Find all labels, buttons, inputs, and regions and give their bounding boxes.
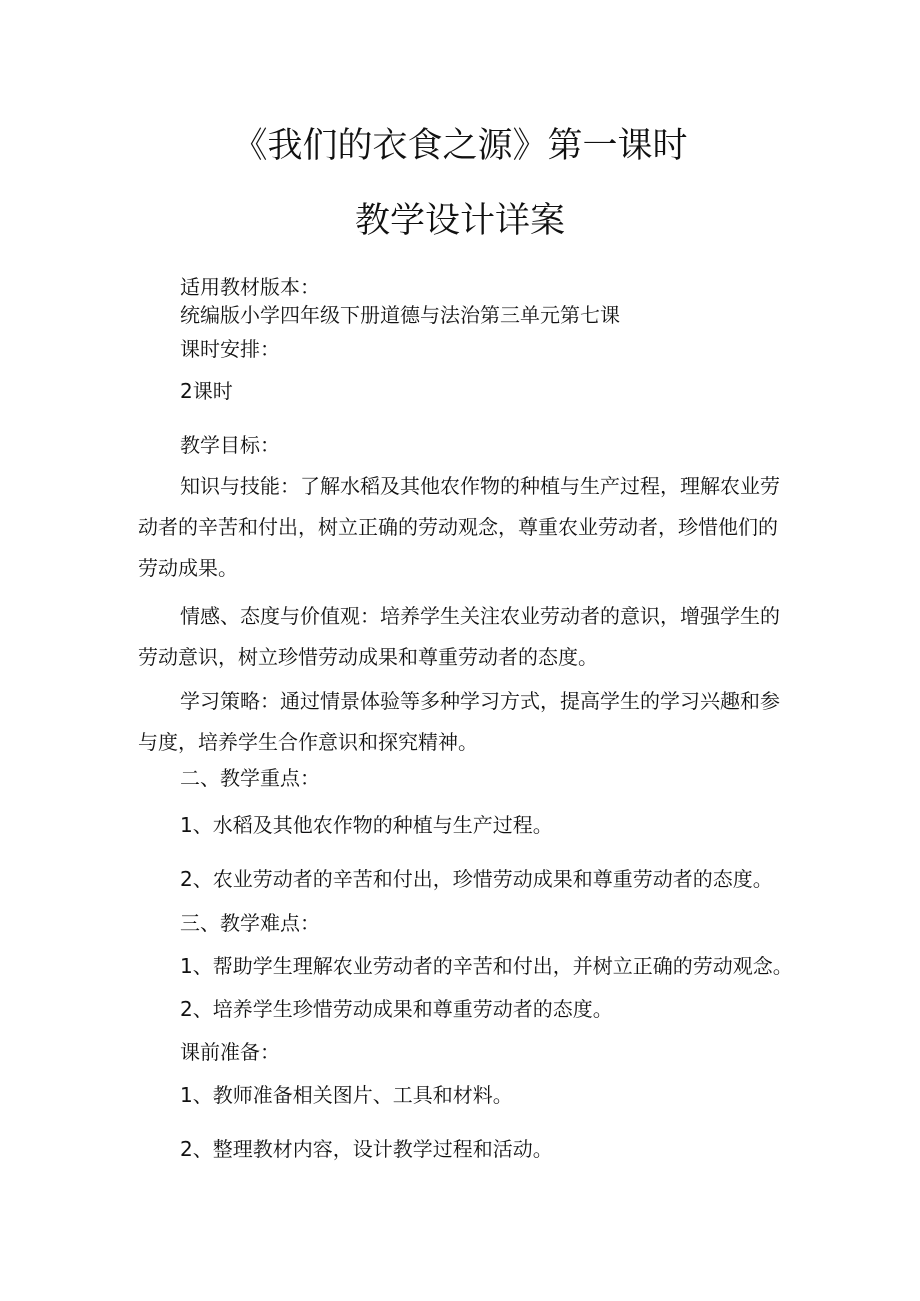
key-points-heading: 二、教学重点： [180, 766, 320, 790]
textbook-value: 统编版小学四年级下册道德与法治第三单元第七课 [180, 303, 620, 327]
document-title: 《我们的衣食之源》第一课时 [232, 126, 688, 166]
objective-knowledge: 知识与技能：了解水稻及其他农作物的种植与生产过程，理解农业劳动者的辛苦和付出，树立正确的劳动观念，尊重农业劳动者，珍惜他们的劳动成果。 [138, 474, 780, 580]
hours-value: 2课时 [180, 379, 233, 403]
preparation-item: 1、教师准备相关图片、工具和材料。 [180, 1083, 513, 1107]
objectives-heading: 教学目标： [180, 433, 280, 457]
document-subtitle: 教学设计详案 [354, 201, 565, 241]
key-point-item: 2、农业劳动者的辛苦和付出，珍惜劳动成果和尊重劳动者的态度。 [180, 867, 773, 891]
difficulties-heading: 三、教学难点： [180, 911, 320, 935]
key-point-item: 1、水稻及其他农作物的种植与生产过程。 [180, 813, 553, 837]
textbook-label: 适用教材版本： [180, 275, 320, 299]
hours-label: 课时安排： [180, 337, 280, 361]
objective-emotion: 情感、态度与价值观：培养学生关注农业劳动者的意识，增强学生的劳动意识，树立珍惜劳动成果和尊重劳动者的态度。 [138, 604, 780, 669]
preparation-item: 2、整理教材内容，设计教学过程和活动。 [180, 1137, 553, 1161]
preparation-heading: 课前准备： [180, 1040, 280, 1064]
difficulty-item: 2、培养学生珍惜劳动成果和尊重劳动者的态度。 [180, 997, 613, 1021]
objective-strategy: 学习策略：通过情景体验等多种学习方式，提高学生的学习兴趣和参与度，培养学生合作意识和探究精神。 [138, 689, 780, 754]
difficulty-item: 1、帮助学生理解农业劳动者的辛苦和付出，并树立正确的劳动观念。 [180, 954, 793, 978]
